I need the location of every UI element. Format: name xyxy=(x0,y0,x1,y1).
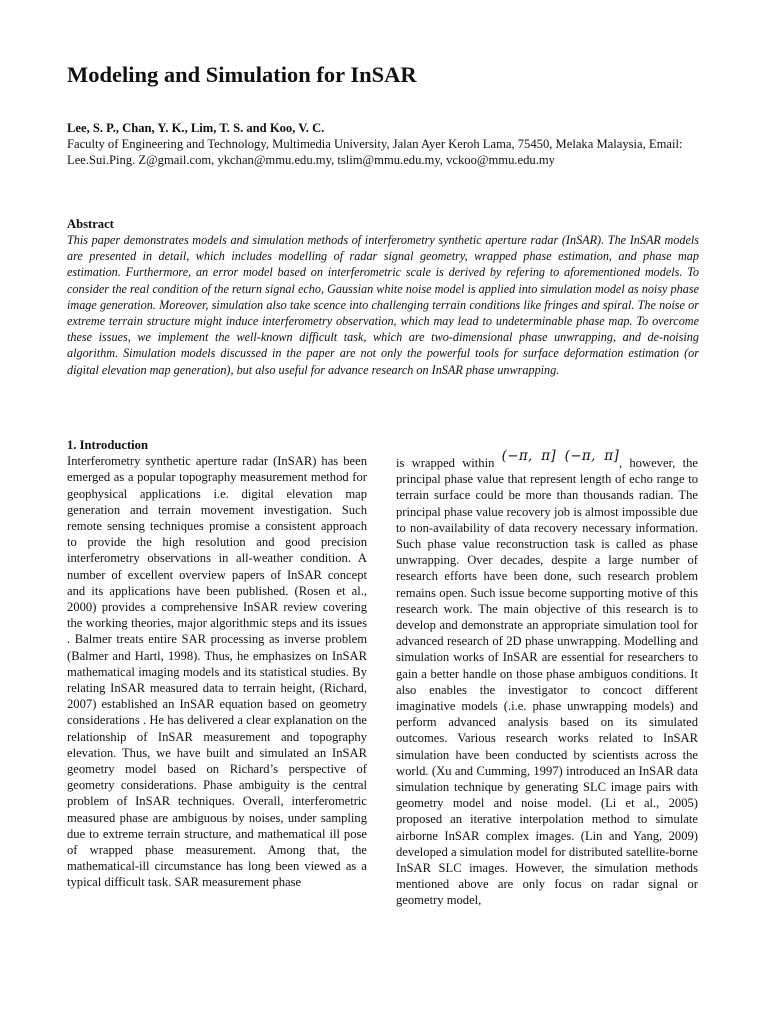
paper-title: Modeling and Simulation for InSAR xyxy=(67,62,417,87)
wrap-lead-text: is wrapped within xyxy=(396,456,495,470)
author-affiliation: Faculty of Engineering and Technology, Multimedia University, Jalan Ayer Keroh Lama, 75450, Melaka Malaysia, Email: Lee.Sui.Ping. Z@gmail.com, ykchan@mmu.edu.my, tslim@mmu.edu.my, vckoo@mmu.edu.my xyxy=(67,137,683,167)
introduction-paragraph-right xyxy=(396,448,699,909)
phase-interval-math: (−π, π] (−π, π] xyxy=(501,448,620,464)
abstract-heading: Abstract xyxy=(67,217,114,231)
section-heading-introduction: 1. Introduction xyxy=(67,438,148,452)
author-list: Lee, S. P., Chan, Y. K., Lim, T. S. and Koo, V. C. xyxy=(67,121,325,135)
introduction-continuation: , however, the principal phase value that represent length of echo range to terrain surface could be more than thousands radian. The principal phase value recovery job is almost impossible due to non-availability of data recovery necessary information. Such phase value reconstruction task is called as phase unwrapping. Over decades, despite a large number of research efforts have been done, such research problem remains open. Such issue become supporting motive of this research work. The main objective of this research is to develop and demonstrate an appropriate simulation tool for advanced research of 2D phase unwrapping. Modelling and simulation works of InSAR are essential for researchers to gain a better handle on those phase ambiguos conditions. It also enables the investigator to concoct different imaginative models (.i.e. phase unwrapping models) and perform advanced analysis based on its simulated outcomes. Various research works related to InSAR simulation have been conducted by scientists across the world. (Xu and Cumming, 1997) introduced an InSAR data simulation technique by generating SLC image pairs with geometry model and noise model. (Li et al., 2005) proposed an iterative interpolation method to simulate airborne InSAR complex images. (Lin and Yang, 2009) developed a simulation model for distributed satellite-borne InSAR SLC images. However, the simulation methods mentioned above are only focus on radar signal or geometry model, xyxy=(396,456,699,908)
abstract-text: This paper demonstrates models and simulation methods of interferometry synthetic aperture radar (InSAR). The InSAR models are presented in detail, which includes modelling of radar signal geometry, wrapped phase estimation, and phase map estimation. Furthermore, an error model based on interferometric scale is derived by refering to aforementioned models. To consider the real condition of the return signal echo, Gaussian white noise model is applied into simulation model as noisy phase image generation. Moreover, simulation also take scence into challenging terrain conditions like fringes and spiral. The noise or extreme terrain structure might induce interferometry observation, which may lead to undeterminable phase map. To overcome these issues, we implement the well-known difficult task, which are two-dimensional phase unwrapping, and de-noising algorithm. Simulation models discussed in the paper are not only the powerful tools for surface deformation estimation (or digital elevation map generation), but also useful for advance research on InSAR phase unwrapping. xyxy=(67,233,699,377)
column-right xyxy=(396,448,699,909)
introduction-paragraph-left: Interferometry synthetic aperture radar (InSAR) has been emerged as a popular topography measurement method for geophysical applications i.e. digital elevation map generation and terrain movement investigation. Such remote sensing techniques promise a consistent approach to provide the high resolution and good precision interferometry observations in all-weather condition. A number of excellent overview papers of InSAR concept and its applications have been published. (Rosen et al., 2000) provides a comprehensive InSAR review covering the working theories, major algorithmic steps and its issues . Balmer treats entire SAR processing as inverse problem (Balmer and Hartl, 1998). Thus, he emphasizes on InSAR mathematical imaging models and its statistical studies. By relating InSAR measured data to terrain height, (Richard, 2007) established an InSAR equation based on geometry considerations . He has delivered a clear explanation on the relationship of InSAR measurement and topography elevation. Thus, we have built and simulated an InSAR geometry model based on Richard’s perspective of geometry considerations. Phase ambiguity is the central problem of InSAR techniques. Overall, interferometric measured phase are ambiguous by noises, under sampling due to extreme terrain structure, and mathematical ill pose of wrapped phase measurement. Among that, the mathematical-ill circumstance has long been viewed as a typical difficult task. SAR measurement phase xyxy=(67,454,367,890)
column-left xyxy=(67,437,367,891)
